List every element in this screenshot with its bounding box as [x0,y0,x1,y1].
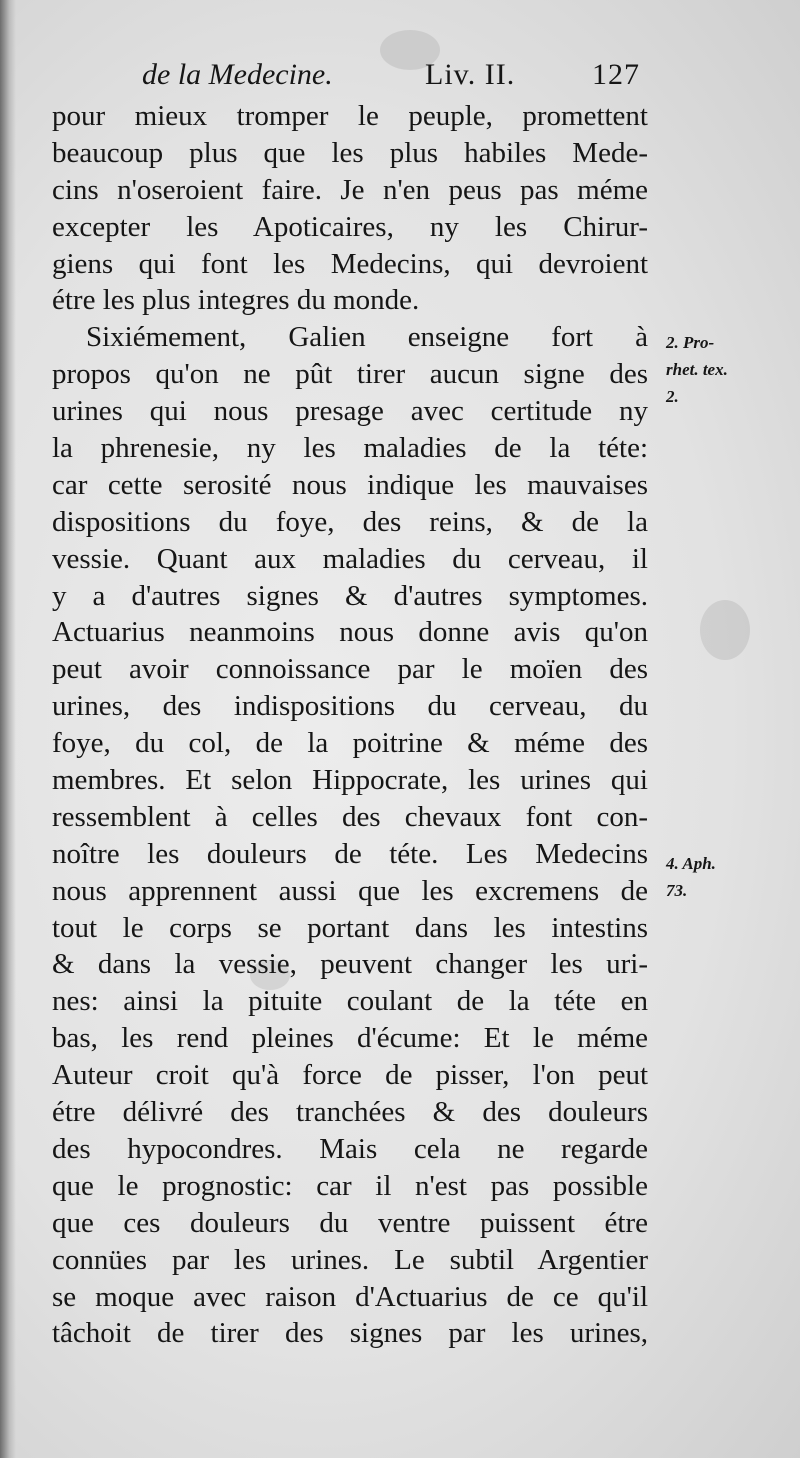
text-line: peut avoir connoissance par le moïen des [52,653,648,686]
text-line: connües par les urines. Le subtil Argentier [52,1243,648,1276]
text-line: nes: ainsi la pituite coulant de la téte en [52,985,648,1018]
text-line: que le prognostic: car il n'est pas possible [52,1169,648,1202]
text-line: car cette serosité nous indique les mauvaises [52,468,648,501]
text-line: urines, des indispositions du cerveau, du [52,690,648,723]
foxing-stain [700,600,750,660]
text-line: la phrenesie, ny les maladies de la téte: [52,432,648,465]
text-line: excepter les Apoticaires, ny les Chirur- [52,210,648,243]
text-line: urines qui nous presage avec certitude ny [52,395,648,428]
text-line: se moque avec raison d'Actuarius de ce qu'il [52,1280,648,1313]
text-line: & dans la vessie, peuvent changer les uri- [52,948,648,981]
text-line: Sixiémement, Galien enseigne fort à [86,321,648,354]
text-line: cins n'oseroient faire. Je n'en peus pas méme [52,173,648,206]
margin-note-line: 73. [666,881,688,900]
body-text [52,98,648,1352]
text-line: tâchoit de tirer des signes par les urines, [52,1317,648,1350]
text-line: beaucoup plus que les plus habiles Mede- [52,136,648,169]
text-line: ressemblent à celles des chevaux font con- [52,800,648,833]
text-line: Actuarius neanmoins nous donne avis qu'on [52,616,648,649]
text-line: vessie. Quant aux maladies du cerveau, il [52,542,648,575]
text-line: propos qu'on ne pût tirer aucun signe des [52,358,648,391]
text-line: que ces douleurs du ventre puissent étre [52,1206,648,1239]
text-line: y a d'autres signes & d'autres symptomes. [52,579,648,612]
text-line: membres. Et selon Hippocrate, les urines qui [52,764,648,797]
text-line: noître les douleurs de téte. Les Medecins [52,837,648,870]
text-line: dispositions du foye, des reins, & de la [52,505,648,538]
book-number: Liv. II. [425,58,516,91]
text-line: étre délivré des tranchées & des douleurs [52,1096,648,1129]
running-title: de la Medecine. [142,58,333,91]
page-header [142,52,662,96]
text-line: giens qui font les Medecins, qui devroient [52,247,648,280]
margin-note-reference [666,850,786,904]
margin-note-line: 2. [666,387,679,406]
text-line: étre les plus integres du monde. [52,284,420,317]
text-line: Auteur croit qu'à force de pisser, l'on peut [52,1059,648,1092]
text-line: foye, du col, de la poitrine & méme des [52,727,648,760]
margin-note-line: 2. Pro- [666,333,715,352]
text-line: bas, les rend pleines d'écume: Et le méme [52,1022,648,1055]
text-line: des hypocondres. Mais cela ne regarde [52,1132,648,1165]
margin-note-line: 4. Aph. [666,854,716,873]
page-number: 127 [592,58,640,91]
margin-note-reference [666,329,786,410]
binding-gutter-shadow [0,0,16,1458]
text-line: nous apprennent aussi que les excremens de [52,874,648,907]
text-line: pour mieux tromper le peuple, promettent [52,100,648,132]
margin-note-line: rhet. tex. [666,360,728,379]
text-line: tout le corps se portant dans les intestins [52,911,648,944]
